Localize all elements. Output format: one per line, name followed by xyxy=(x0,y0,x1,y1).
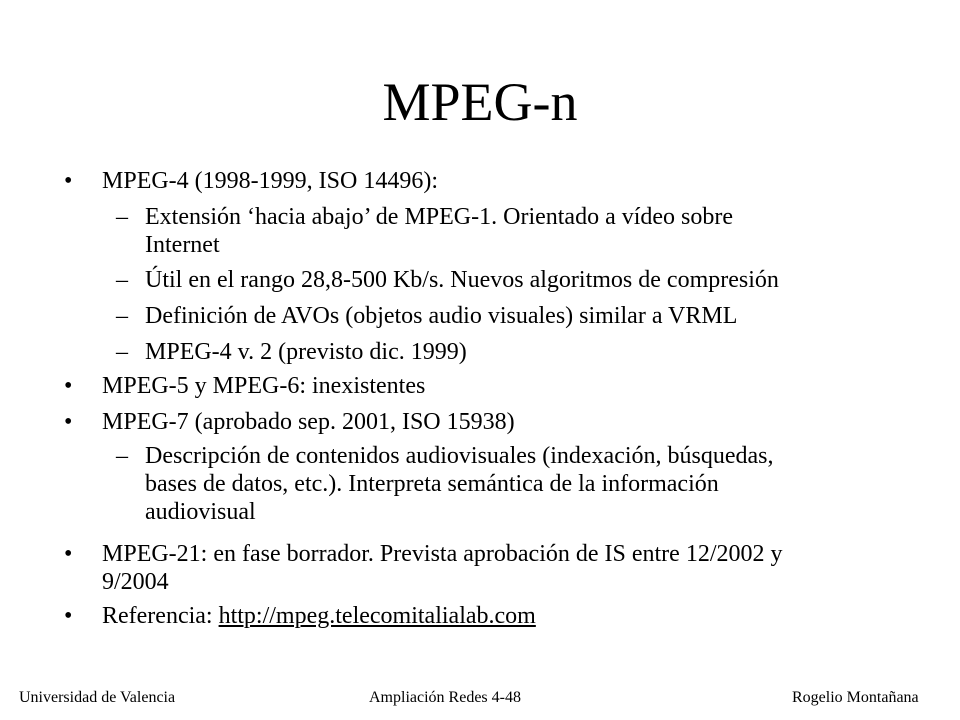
sub-mpeg7-description: Descripción de contenidos audiovisuales (indexación, búsquedas, xyxy=(145,443,774,469)
sub-mpeg7-description-cont2: audiovisual xyxy=(145,499,256,525)
bullet-marker: • xyxy=(64,373,73,399)
bullet-reference xyxy=(102,602,536,631)
sub-mpeg4-v2: MPEG-4 v. 2 (previsto dic. 1999) xyxy=(145,339,467,365)
footer-center: Ampliación Redes 4-48 xyxy=(369,689,521,706)
sub-mpeg4-extension: Extensión ‘hacia abajo’ de MPEG-1. Orientado a vídeo sobre xyxy=(145,204,734,230)
sub-mpeg4-avos: Definición de AVOs (objetos audio visuales) similar a VRML xyxy=(145,303,738,329)
sub-mpeg4-extension-cont: Internet xyxy=(145,232,220,258)
bullet-mpeg4: MPEG-4 (1998-1999, ISO 14496): xyxy=(102,168,438,194)
dash-marker: – xyxy=(116,339,128,365)
bullet-mpeg56: MPEG-5 y MPEG-6: inexistentes xyxy=(102,373,426,399)
dash-marker: – xyxy=(116,204,128,230)
dash-marker: – xyxy=(116,443,128,469)
bullet-marker: • xyxy=(64,603,73,629)
bullet-mpeg21-cont: 9/2004 xyxy=(102,569,169,595)
reference-label: Referencia: xyxy=(102,603,219,629)
bullet-marker: • xyxy=(64,541,73,567)
reference-link[interactable]: http://mpeg.telecomitalialab.com xyxy=(218,603,536,629)
dash-marker: – xyxy=(116,267,128,293)
dash-marker: – xyxy=(116,303,128,329)
sub-mpeg7-description-cont: bases de datos, etc.). Interpreta semántica de la información xyxy=(145,471,719,497)
footer-left: Universidad de Valencia xyxy=(19,689,176,706)
bullet-mpeg21: MPEG-21: en fase borrador. Prevista aprobación de IS entre 12/2002 y xyxy=(102,541,783,567)
bullet-mpeg7: MPEG-7 (aprobado sep. 2001, ISO 15938) xyxy=(102,409,515,435)
slide-title: MPEG-n xyxy=(382,72,578,132)
footer-right: Rogelio Montañana xyxy=(792,689,919,706)
bullet-marker: • xyxy=(64,409,73,435)
sub-mpeg4-range: Útil en el rango 28,8-500 Kb/s. Nuevos algoritmos de compresión xyxy=(145,267,779,293)
bullet-marker: • xyxy=(64,168,73,194)
